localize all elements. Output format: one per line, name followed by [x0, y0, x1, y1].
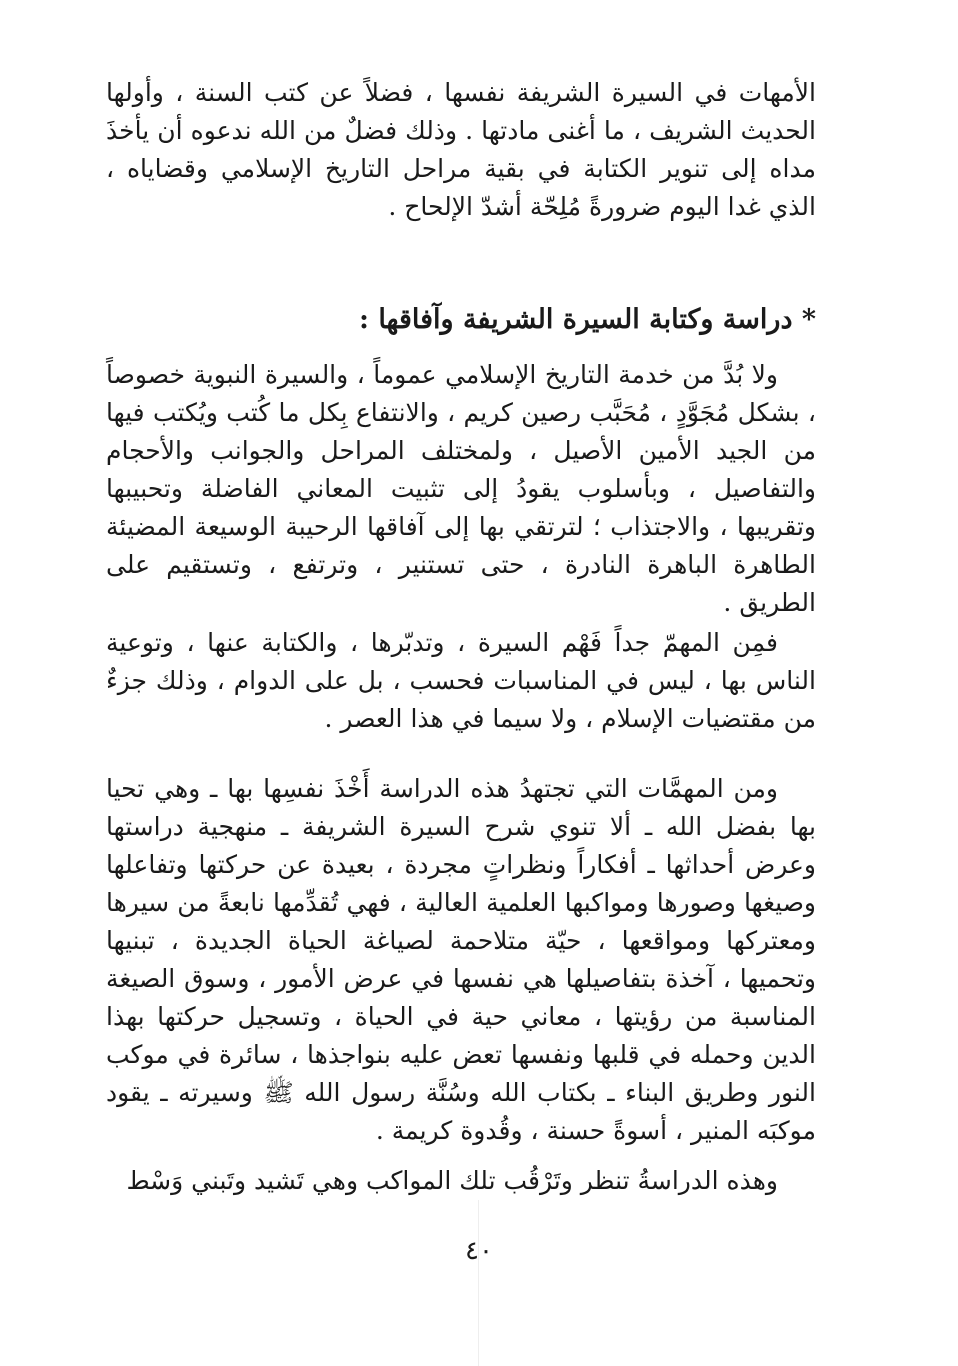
page-fold-line — [478, 1200, 479, 1366]
body-paragraph-2: فمِن المهمّ جداً فَهْم السيرة ، وتدبّرها ، والكتابة عنها ، وتوعية الناس بها ، ليس في المناسبات فحسب ، بل على الدوام ، وذلك جزءٌ من مقتضيات الإسلام ، ولا سيما في هذا العصر . — [106, 628, 816, 733]
body-paragraph-1: ولا بُدَّ من خدمة التاريخ الإسلامي عموماً ، والسيرة النبوية خصوصاً ، بشكل مُجَوَّدٍ ، مُحَبَّب رصين كريم ، والانتفاع بِكل ما كُتب ويُكتب فيها من الجيد الأمين الأصيل ، ولمختلف المراحل والجوانب والأحجام والتفاصيل ، وبأسلوب يقودُ إلى تثبيت المعاني الفاضلة وتحبيبها وتقريبها ، والاجتذاب ؛ لترتقي بها إلى آفاقها الرحيبة الوسيعة المضيئة الطاهرة الباهرة النادرة ، حتى تستنير ، وترتفع ، وتستقيم على الطريق . — [106, 360, 816, 617]
page-number: ٤٠ — [465, 1236, 493, 1266]
body-paragraph-3: ومن المهمَّات التي تجتهدُ هذه الدراسة أَخْذَ نفسِها بها ـ وهي تحيا بها بفضل الله ـ ألا تنوي شرح السيرة الشريفة ـ منهجية دراستها وعرض أحداثها ـ أفكاراً ونظراتٍ مجردة ، بعيدة عن حركتها وتفاعلها وصيغها وصورها ومواكبها العلمية العالية ، فهي تُقدِّمها نابعةً من سيرها ومعتركها ومواقعها ، حيّة متلاحمة لصياغة الحياة الجديدة ، تبنيها وتحميها ، آخذة بتفاصيلها هي نفسها في عرض الأمور ، وسوق الصيغة المناسبة من رؤيتها ، معاني حية في الحياة ، وتسجيل حركتها بهذا الدين وحمله في قلبها ونفسها تعض عليه بنواجذها ، سائرة في موكب النور وطريق البناء ـ بكتاب الله وسُنَّة رسول الله ﷺ وسيرته ـ يقود موكبَه المنير ، أسوةً حسنة ، وقُدوة كريمة . — [106, 774, 816, 1145]
body-paragraph-4: وهذه الدراسةُ تنظر وتَرْقُب تلك المواكب وهي تَشيد وتَبني وَسْط — [126, 1166, 778, 1195]
section-heading: * دراسة وكتابة السيرة الشريفة وآفاقها : — [358, 304, 816, 335]
intro-paragraph: الأمهات في السيرة الشريفة نفسها ، فضلاً عن كتب السنة ، وأولها الحديث الشريف ، ما أغنى مادتها . وذلك فضلٌ من الله ندعوه أن يأخذَ مداه إلى تنوير الكتابة في بقية مراحل التاريخ الإسلامي وقضاياه ، الذي غدا اليوم ضرورةً مُلِحّة أشدّ الإلحاح . — [106, 78, 816, 221]
